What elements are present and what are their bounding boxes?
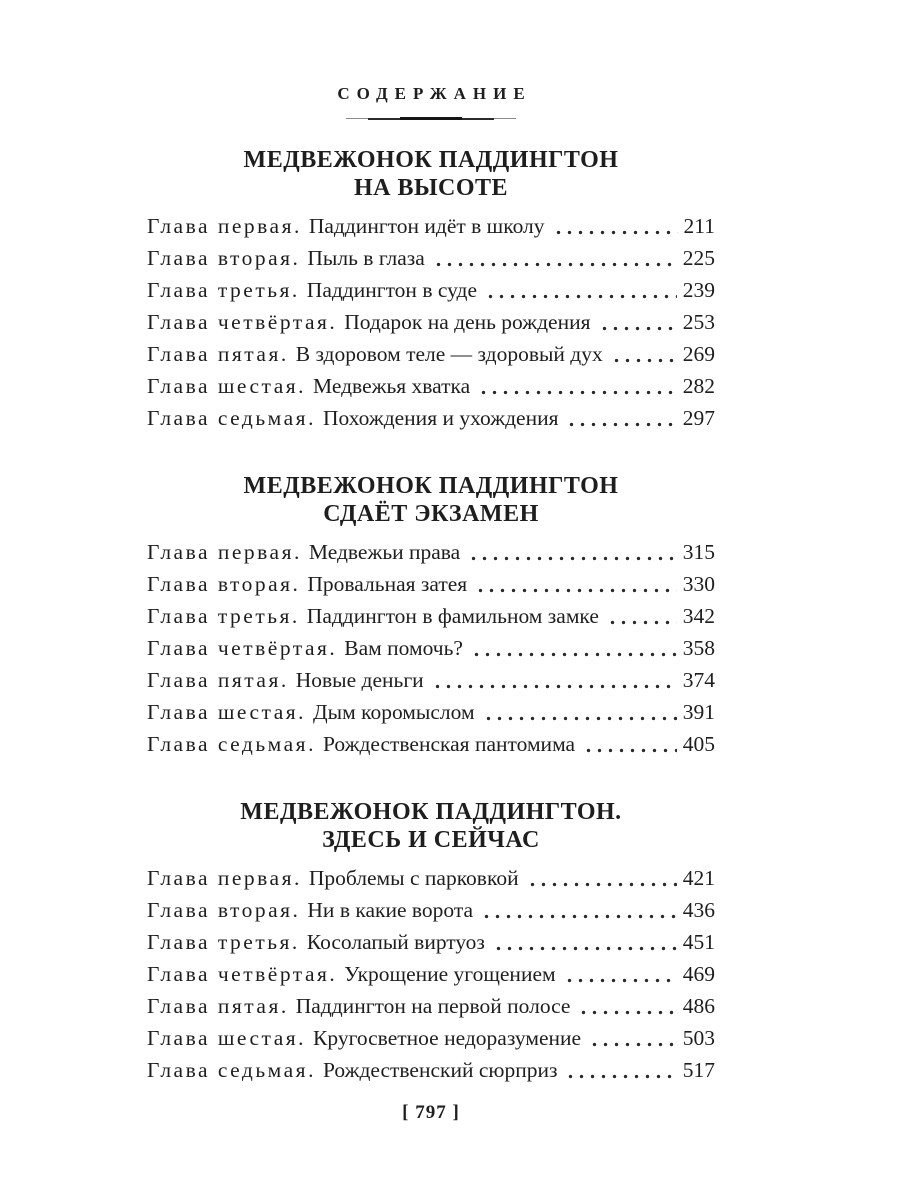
dot-leader <box>583 728 677 760</box>
chapter-page-number: 405 <box>682 732 715 756</box>
section-title-line: НА ВЫСОТЕ <box>353 175 509 201</box>
toc-entry <box>147 894 715 926</box>
chapter-title: Ни в какие ворота <box>307 898 474 922</box>
chapter-head: Глава вторая. <box>147 898 301 922</box>
toc-entry <box>147 1054 715 1086</box>
chapter-page-number: 391 <box>682 700 715 724</box>
chapter-page-number: 269 <box>682 342 715 366</box>
page-folio: [ 797 ] <box>402 1102 460 1123</box>
dot-leader <box>564 958 677 990</box>
chapter-list <box>147 536 715 760</box>
chapter-head: Глава шестая. <box>147 1026 307 1050</box>
chapter-title: Медвежья хватка <box>313 374 471 398</box>
dot-leader <box>485 274 677 306</box>
chapter-head: Глава седьмая. <box>147 406 316 430</box>
dot-leader <box>566 402 676 434</box>
toc-entry <box>147 990 715 1022</box>
text-column <box>147 0 715 1124</box>
dot-leader <box>527 862 677 894</box>
toc-entry <box>147 600 715 632</box>
dot-leader <box>599 306 677 338</box>
section-title-line: МЕДВЕЖОНОК ПАДДИНГТОН. <box>240 799 622 825</box>
chapter-page-number: 297 <box>682 406 715 430</box>
toc-entry <box>147 536 715 568</box>
chapter-list <box>147 210 715 434</box>
section-title <box>147 472 715 528</box>
section-title <box>147 146 715 202</box>
dot-leader <box>578 990 676 1022</box>
chapter-title: В здоровом теле — здоровый дух <box>295 342 603 366</box>
chapter-title: Похождения и ухождения <box>322 406 559 430</box>
chapter-title: Паддингтон идёт в школу <box>308 214 545 238</box>
chapter-title: Паддингтон на первой полосе <box>295 994 571 1018</box>
chapter-title: Дым коромыслом <box>313 700 475 724</box>
section-title-line: МЕДВЕЖОНОК ПАДДИНГТОН <box>243 147 619 173</box>
dot-leader <box>607 600 677 632</box>
chapter-head: Глава пятая. <box>147 342 289 366</box>
toc-section <box>147 472 715 760</box>
chapter-head: Глава вторая. <box>147 572 301 596</box>
chapter-title: Укрощение угощением <box>344 962 556 986</box>
chapter-head: Глава первая. <box>147 866 302 890</box>
chapter-page-number: 503 <box>682 1026 715 1050</box>
chapter-head: Глава четвёртая. <box>147 310 338 334</box>
toc-entry <box>147 274 715 306</box>
chapter-page-number: 211 <box>683 214 715 238</box>
toc-entry <box>147 402 715 434</box>
chapter-page-number: 517 <box>682 1058 715 1082</box>
chapter-head: Глава шестая. <box>147 700 307 724</box>
chapter-page-number: 342 <box>682 604 715 628</box>
chapter-page-number: 239 <box>682 278 715 302</box>
chapter-page-number: 451 <box>682 930 715 954</box>
toc-entry <box>147 632 715 664</box>
toc-entry <box>147 338 715 370</box>
dot-leader <box>565 1054 676 1086</box>
chapter-list <box>147 862 715 1086</box>
chapter-head: Глава четвёртая. <box>147 962 338 986</box>
chapter-head: Глава седьмая. <box>147 1058 316 1082</box>
chapter-head: Глава первая. <box>147 540 302 564</box>
toc-entry <box>147 664 715 696</box>
chapter-title: Новые деньги <box>295 668 424 692</box>
chapter-page-number: 421 <box>682 866 715 890</box>
dot-leader <box>481 894 677 926</box>
dot-leader <box>493 926 677 958</box>
chapter-head: Глава третья. <box>147 930 300 954</box>
toc-section <box>147 798 715 1086</box>
chapter-title: Пыль в глаза <box>307 246 425 270</box>
dot-leader <box>483 696 677 728</box>
chapter-page-number: 469 <box>682 962 715 986</box>
section-title-line: МЕДВЕЖОНОК ПАДДИНГТОН <box>243 473 619 499</box>
toc-entry <box>147 696 715 728</box>
toc-entry <box>147 958 715 990</box>
toc-entry <box>147 728 715 760</box>
chapter-title: Вам помочь? <box>344 636 463 660</box>
chapter-title: Провальная затея <box>307 572 468 596</box>
dot-leader <box>589 1022 677 1054</box>
section-title-line: ЗДЕСЬ И СЕЙЧАС <box>322 827 540 853</box>
chapter-page-number: 374 <box>682 668 715 692</box>
chapter-title: Медвежьи права <box>308 540 461 564</box>
chapter-head: Глава седьмая. <box>147 732 316 756</box>
toc-entry <box>147 862 715 894</box>
dot-leader <box>468 536 677 568</box>
chapter-page-number: 315 <box>682 540 715 564</box>
chapter-page-number: 253 <box>682 310 715 334</box>
chapter-page-number: 358 <box>682 636 715 660</box>
chapter-title: Рождественский сюрприз <box>322 1058 558 1082</box>
dot-leader <box>433 242 677 274</box>
chapter-page-number: 486 <box>682 994 715 1018</box>
chapter-page-number: 282 <box>682 374 715 398</box>
chapter-title: Косолапый виртуоз <box>306 930 485 954</box>
chapter-page-number: 330 <box>682 572 715 596</box>
toc-heading: СОДЕРЖАНИЕ <box>337 84 532 103</box>
chapter-page-number: 225 <box>682 246 715 270</box>
toc-entry <box>147 306 715 338</box>
chapter-title: Паддингтон в фамильном замке <box>306 604 599 628</box>
toc-section <box>147 146 715 434</box>
chapter-title: Кругосветное недоразумение <box>313 1026 582 1050</box>
dot-leader <box>475 568 677 600</box>
chapter-head: Глава вторая. <box>147 246 301 270</box>
chapter-title: Рождественская пантомима <box>322 732 576 756</box>
chapter-title: Паддингтон в суде <box>306 278 477 302</box>
toc-entry <box>147 926 715 958</box>
rule-thick-segment <box>400 117 461 120</box>
chapter-title: Проблемы с парковкой <box>308 866 519 890</box>
chapter-head: Глава третья. <box>147 604 300 628</box>
chapter-head: Глава шестая. <box>147 374 307 398</box>
toc-entry <box>147 568 715 600</box>
chapter-title: Подарок на день рождения <box>344 310 591 334</box>
toc-entry <box>147 242 715 274</box>
toc-entry <box>147 1022 715 1054</box>
section-title <box>147 798 715 854</box>
toc-entry <box>147 210 715 242</box>
chapter-head: Глава пятая. <box>147 994 289 1018</box>
chapter-head: Глава первая. <box>147 214 302 238</box>
dot-leader <box>471 632 677 664</box>
chapter-head: Глава пятая. <box>147 668 289 692</box>
ornamental-rule <box>346 117 516 120</box>
chapter-page-number: 436 <box>682 898 715 922</box>
dot-leader <box>611 338 677 370</box>
chapter-head: Глава третья. <box>147 278 300 302</box>
toc-entry <box>147 370 715 402</box>
section-title-line: СДАЁТ ЭКЗАМЕН <box>323 501 539 527</box>
dot-leader <box>432 664 677 696</box>
dot-leader <box>553 210 678 242</box>
chapter-head: Глава четвёртая. <box>147 636 338 660</box>
dot-leader <box>478 370 677 402</box>
